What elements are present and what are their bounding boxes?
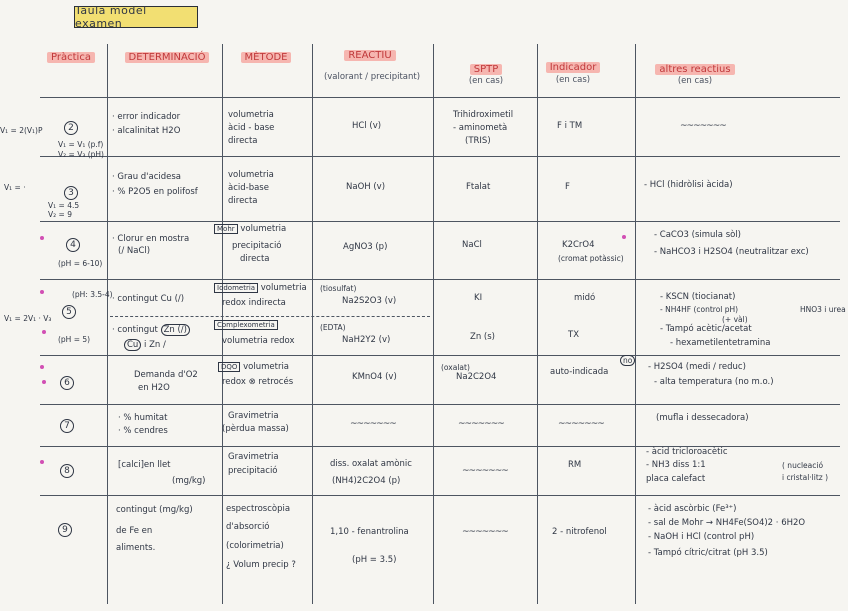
- other-reagent: - NaHCO3 i H2SO4 (neutralitzar exc): [654, 247, 809, 257]
- other-reagent: ( nucleació: [782, 461, 824, 470]
- determination: · contingut Zn (/): [112, 325, 190, 336]
- page-title: Taula model examen: [74, 6, 198, 28]
- side-note: HNO3 i urea: [800, 305, 846, 314]
- reagent-note: (tiosulfat): [320, 284, 357, 293]
- method: volumetria redox: [222, 336, 295, 346]
- other-reagent: placa calefact: [646, 474, 706, 484]
- reagent: (pH = 3.5): [352, 555, 397, 565]
- other-reagent: - Tampó cítric/citrat (pH 3.5): [648, 548, 768, 558]
- indicator: RM: [568, 460, 582, 470]
- determination: (mg/kg): [172, 476, 206, 486]
- determination: de Fe en: [116, 526, 153, 536]
- primary-standard: Na2C2O4: [456, 372, 497, 382]
- reagent: AgNO3 (p): [343, 242, 388, 252]
- indicator: K2CrO4: [562, 240, 595, 250]
- determination: · % P2O5 en polifosf: [112, 187, 198, 197]
- primary-standard: - aminometà: [453, 123, 508, 133]
- other-reagent: - NaOH i HCl (control pH): [648, 532, 755, 542]
- subheader-reactiu: (valorant / precipitant): [323, 72, 421, 82]
- method: redox indirecta: [222, 298, 286, 308]
- indicator: F: [565, 182, 570, 192]
- other-reagent: - sal de Mohr → NH4Fe(SO4)2 · 6H2O: [648, 518, 806, 528]
- reagent: (NH4)2C2O4 (p): [332, 476, 401, 486]
- primary-standard: NaCl: [462, 240, 482, 250]
- margin-note-2: V₁ = ·: [4, 183, 26, 192]
- ph-note: (pH = 6-10): [58, 259, 103, 268]
- method: ¿ Volum precip ?: [226, 560, 296, 570]
- method: DQO volumetria: [218, 362, 289, 373]
- practice-number: 7: [60, 419, 74, 433]
- practice-number: 8: [60, 464, 74, 478]
- determination: · Clorur en mostra: [112, 234, 190, 244]
- method: redox ⊗ retrocés: [222, 377, 294, 387]
- empty-mark: ~~~~~~~: [558, 419, 604, 429]
- practice-number: 9: [58, 523, 72, 537]
- other-reagent: - àcid ascòrbic (Fe³⁺): [648, 504, 737, 514]
- primary-standard: KI: [474, 293, 483, 303]
- determination: aliments.: [116, 543, 156, 553]
- other-reagent: - alta temperatura (no m.o.): [654, 377, 774, 387]
- other-reagent: i cristal·litz ): [782, 473, 829, 482]
- method: Mohr volumetria: [214, 224, 286, 235]
- other-reagent: - NH4HF (control pH): [660, 305, 739, 314]
- indicator: auto-indicada: [550, 367, 609, 377]
- ph-note: (pH = 5): [58, 335, 91, 344]
- other-reagent: - Tampó acètic/acetat: [660, 324, 752, 334]
- method: directa: [228, 196, 258, 206]
- other-reagent: - CaCO3 (simula sòl): [654, 230, 742, 240]
- margin-note-1: V₁ = 2(V₁)P: [0, 126, 43, 135]
- method: Gravimetria: [228, 452, 279, 462]
- determination: Demanda d'O2: [134, 370, 198, 380]
- determination: · alcalinitat H2O: [112, 126, 181, 136]
- determination: (/ NaCl): [118, 246, 151, 256]
- header-practica: Pràctica: [40, 52, 102, 63]
- practice-number: 3: [64, 186, 78, 200]
- determination: · contingut Cu (/): [112, 294, 185, 304]
- header-sptp: SPTP: [440, 64, 532, 75]
- other-reagent: - KSCN (tiocianat): [660, 292, 736, 302]
- volume-note: V₁ = V₁ (p.f): [58, 140, 104, 149]
- header-altres-reactius: altres reactius: [640, 64, 750, 75]
- method: (colorimetria): [226, 541, 284, 551]
- method: volumetria: [228, 170, 274, 180]
- indicator: 2 - nitrofenol: [552, 527, 607, 537]
- method: precipitació: [228, 466, 278, 476]
- ph-note: (pH: 3.5-4): [72, 290, 113, 299]
- volume-note: V₂ = 9: [48, 210, 72, 219]
- empty-mark: ~~~~~~~: [462, 527, 508, 537]
- primary-standard: (TRIS): [465, 136, 491, 146]
- primary-standard: Ftalat: [466, 182, 491, 192]
- margin-note-5: V₁ = 2V₁ · V₃: [4, 314, 52, 323]
- other-reagent: (mufla i dessecadora): [656, 413, 749, 423]
- subheader-sptp: (en cas): [468, 76, 504, 86]
- reagent: Na2S2O3 (v): [342, 296, 397, 306]
- empty-mark: ~~~~~~~: [680, 121, 726, 131]
- practice-number: 5: [62, 305, 76, 319]
- indicator-note: no: [620, 355, 635, 366]
- empty-mark: ~~~~~~~: [350, 419, 396, 429]
- subheader-altres: (en cas): [677, 76, 713, 86]
- determination: · % humitat: [118, 413, 168, 423]
- determination: · error indicador: [112, 112, 181, 122]
- header-determinacio: DETERMINACIÓ: [112, 52, 222, 63]
- method: àcid - base: [228, 123, 275, 133]
- other-reagent: - HCl (hidròlisi àcida): [644, 180, 733, 190]
- determination: contingut (mg/kg): [116, 505, 193, 515]
- determination: · % cendres: [118, 426, 168, 436]
- determination: [calci]en llet: [118, 460, 171, 470]
- practice-number: 2: [64, 121, 78, 135]
- primary-standard: (oxalat): [441, 363, 470, 372]
- method: directa: [228, 136, 258, 146]
- reagent: KMnO4 (v): [352, 372, 397, 382]
- other-reagent: - H2SO4 (medi / reduc): [648, 362, 746, 372]
- subheader-indicador: (en cas): [555, 75, 591, 85]
- reagent: HCl (v): [352, 121, 382, 131]
- other-reagent: - hexametilentetramina: [670, 338, 771, 348]
- method: precipitació: [232, 241, 282, 251]
- header-indicador: Indicador: [537, 62, 609, 73]
- determination: Cu i Zn /: [124, 340, 166, 351]
- primary-standard: Trihidroximetil: [453, 110, 514, 120]
- determination: · Grau d'acidesa: [112, 172, 182, 182]
- empty-mark: ~~~~~~~: [462, 466, 508, 476]
- reagent: 1,10 - fenantrolina: [330, 527, 409, 537]
- indicator: F i TM: [557, 121, 583, 131]
- method: Gravimetria: [228, 411, 279, 421]
- primary-standard: Zn (s): [470, 332, 495, 342]
- volume-note: V₁ = 4.5: [48, 201, 80, 210]
- indicator: TX: [568, 330, 580, 340]
- header-reactiu: REACTIU: [315, 50, 425, 61]
- indicator: midó: [574, 293, 596, 303]
- method: d'absorció: [226, 522, 270, 532]
- practice-number: 4: [66, 238, 80, 252]
- reagent: NaH2Y2 (v): [342, 335, 391, 345]
- method: directa: [240, 254, 270, 264]
- method: espectroscòpia: [226, 504, 291, 514]
- other-reagent: (+ vàl): [722, 315, 748, 324]
- method: Complexometria: [214, 320, 278, 331]
- other-reagent: - àcid tricloroacètic: [646, 447, 728, 457]
- other-reagent: - NH3 diss 1:1: [646, 460, 706, 470]
- header-metode: MÈTODE: [226, 52, 306, 63]
- determination: en H2O: [138, 383, 170, 393]
- reagent: diss. oxalat amònic: [330, 459, 412, 469]
- reagent: NaOH (v): [346, 182, 386, 192]
- volume-note: V₂ = V₃ (pH): [58, 150, 104, 159]
- empty-mark: ~~~~~~~: [458, 419, 504, 429]
- method: volumetria: [228, 110, 274, 120]
- reagent-note: (EDTA): [320, 323, 346, 332]
- method: Iodometria volumetria: [214, 283, 307, 294]
- method: àcid-base: [228, 183, 269, 193]
- indicator: (cromat potàssic): [558, 254, 624, 263]
- practice-number: 6: [60, 376, 74, 390]
- method: (pèrdua massa): [222, 424, 289, 434]
